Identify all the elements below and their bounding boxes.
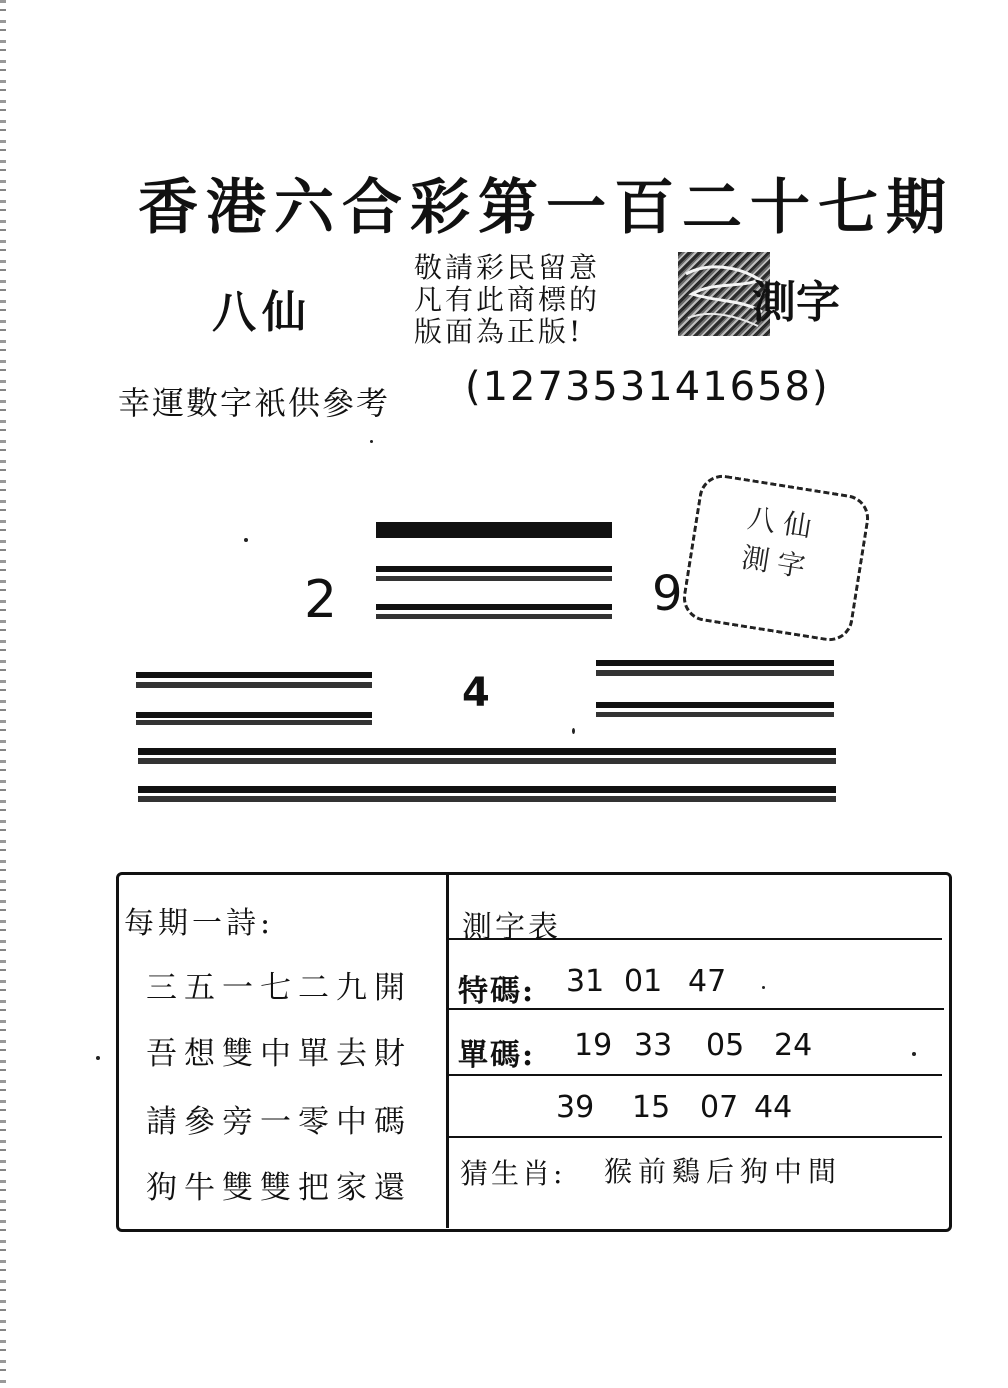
scan-speck [244,538,248,542]
hexagram-bar [138,748,836,755]
single-number: 19 [574,1028,613,1063]
right-broken-bars [596,660,834,717]
stamp-line: 八仙 [745,501,822,546]
single-number: 15 [632,1090,671,1125]
poem-line: 三五一七二九開 [146,970,412,1006]
lower-bars [138,748,836,802]
single-number: 07 [700,1090,739,1125]
hexagram-bar [136,672,372,678]
special-number: 47 [688,964,727,999]
single-number: 44 [754,1090,793,1125]
scan-speck [370,440,373,443]
poem-line: 狗牛雙雙把家還 [146,1170,412,1206]
column-divider [446,872,449,1228]
hexagram-bar [136,712,372,718]
poem-line: 請參旁一零中碼 [146,1104,412,1140]
lucky-numbers-label: 幸運數字衹供參考 [118,384,391,422]
hexagram-bar [596,660,834,666]
single-number: 05 [706,1028,745,1063]
scan-speck [96,1056,100,1060]
hexagram-bar [376,614,612,619]
notice-line: 版面為正版! [414,315,584,348]
hexagram-bar [376,522,612,538]
single-number: 33 [634,1028,673,1063]
hexagram-bar [596,702,834,708]
special-number: 01 [624,964,663,999]
scan-speck [912,1052,916,1056]
hexagram-bar [136,720,372,725]
notice-line: 敬請彩民留意 [414,251,601,284]
zodiac-label: 猜生肖: [460,1157,566,1190]
hexagram-bar [138,796,836,802]
poem-line: 吾想雙中單去財 [146,1036,412,1072]
logo-text: 測字 [752,277,840,328]
left-broken-bars [136,672,372,725]
single-number-label: 單碼: [458,1038,536,1073]
hexagram-bar [138,786,836,793]
lucky-numbers-value: (127353141658) [465,364,830,410]
hexagram-bar [136,682,372,688]
hexagram-digit-right: 9 [652,566,683,622]
poem-title: 每期一詩: [124,906,275,941]
hexagram-bar [376,576,612,581]
hexagram-bar [376,566,612,572]
single-number: 39 [556,1090,595,1125]
hexagram-digit-left: 2 [304,570,338,630]
scan-speck [762,986,765,989]
brand-name: 八仙 [212,287,312,338]
stamp-line: 測字 [739,540,816,585]
special-number: 31 [566,964,605,999]
table-rule [448,1074,942,1076]
hexagram-bar [596,712,834,717]
hexagram-bar [138,758,836,764]
upper-trigram [376,522,612,619]
hexagram-bar [596,670,834,676]
zodiac-value: 猴前鷄后狗中間 [604,1155,843,1188]
hexagram-digit-middle: 4 [462,670,490,716]
hexagram-bar [376,604,612,610]
notice-line: 凡有此商標的 [414,283,601,316]
table-rule [448,1136,942,1138]
special-number-label: 特碼: [458,974,536,1009]
scan-speck [572,728,575,734]
table-title: 測字表 [462,910,561,945]
page-title: 香港六合彩第一百二十七期 [138,173,954,243]
single-number: 24 [774,1028,813,1063]
